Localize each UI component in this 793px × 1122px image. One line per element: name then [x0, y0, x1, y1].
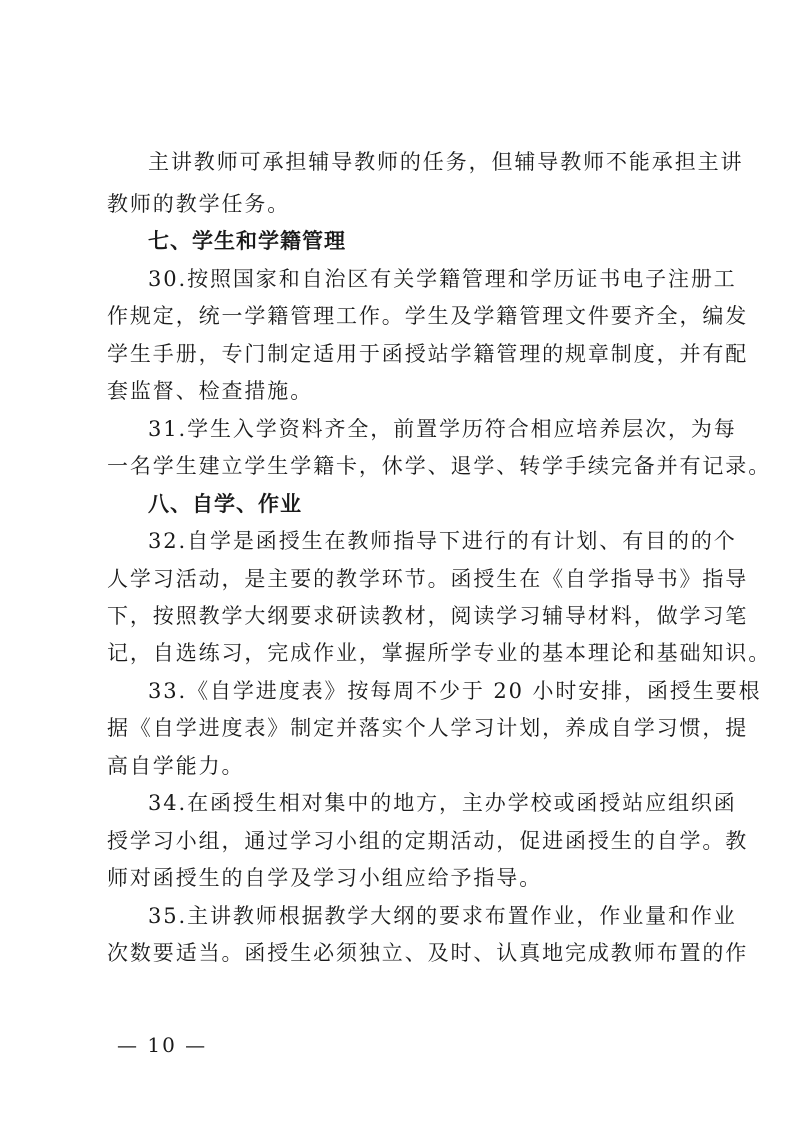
paragraph-line: 31.学生入学资料齐全，前置学历符合相应培养层次，为每 — [148, 417, 737, 441]
paragraph-line: 30.按照国家和自治区有关学籍管理和学历证书电子注册工 — [148, 267, 737, 291]
paragraph-line: 教师的教学任务。 — [107, 192, 291, 216]
paragraph-line: 授学习小组，通过学习小组的定期活动，促进函授生的自学。教 — [107, 829, 749, 853]
paragraph-line: 32.自学是函授生在教师指导下进行的有计划、有目的的个 — [148, 529, 737, 553]
paragraph-line: 作规定，统一学籍管理工作。学生及学籍管理文件要齐全，编发 — [107, 304, 749, 328]
paragraph-line: 33.《自学进度表》按每周不少于 20 小时安排，函授生要根 — [148, 679, 762, 703]
paragraph-line: 下，按照教学大纲要求研读教材，阅读学习辅导材料，做学习笔 — [107, 604, 749, 628]
section-heading-seven: 七、学生和学籍管理 — [148, 229, 346, 253]
paragraph-line: 一名学生建立学生学籍卡，休学、退学、转学手续完备并有记录。 — [107, 454, 772, 478]
paragraph-line: 据《自学进度表》制定并落实个人学习计划，养成自学习惯，提 — [107, 716, 749, 740]
page-number: — 10 — — [117, 1033, 208, 1057]
paragraph-line: 主讲教师可承担辅导教师的任务，但辅导教师不能承担主讲 — [148, 150, 744, 174]
section-heading-eight: 八、自学、作业 — [148, 492, 302, 516]
paragraph-line: 记，自选练习，完成作业，掌握所学专业的基本理论和基础知识。 — [107, 641, 772, 665]
paragraph-line: 人学习活动，是主要的教学环节。函授生在《自学指导书》指导 — [107, 567, 749, 591]
paragraph-line: 师对函授生的自学及学习小组应给予指导。 — [107, 866, 543, 890]
paragraph-line: 34.在函授生相对集中的地方，主办学校或函授站应组织函 — [148, 791, 737, 815]
paragraph-line: 35.主讲教师根据教学大纲的要求布置作业，作业量和作业 — [148, 904, 737, 928]
paragraph-line: 套监督、检查措施。 — [107, 379, 314, 403]
paragraph-line: 学生手册，专门制定适用于函授站学籍管理的规章制度，并有配 — [107, 342, 749, 366]
paragraph-line: 高自学能力。 — [107, 754, 245, 778]
paragraph-line: 次数要适当。函授生必须独立、及时、认真地完成教师布置的作 — [107, 941, 749, 965]
